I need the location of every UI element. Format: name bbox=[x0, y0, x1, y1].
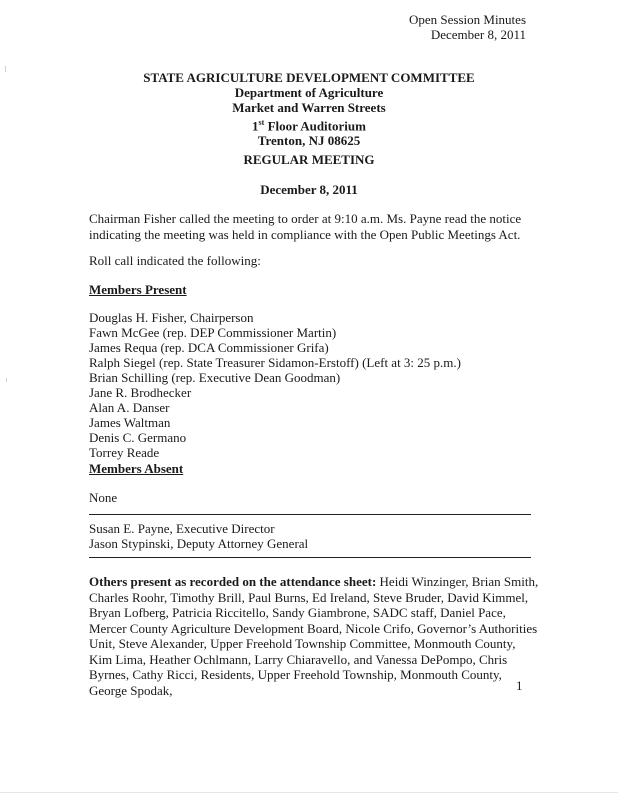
member-item: Alan A. Danser bbox=[89, 400, 170, 415]
floor-ordinal-suffix: st bbox=[258, 118, 265, 127]
meeting-date-title: December 8, 2011 bbox=[260, 182, 358, 197]
page-header bbox=[409, 12, 526, 42]
member-item: Denis C. Germano bbox=[89, 430, 187, 445]
floor-label: Floor Auditorium bbox=[264, 118, 366, 134]
staff-item: Susan E. Payne, Executive Director bbox=[89, 521, 275, 536]
floor-number: 1 bbox=[252, 118, 259, 134]
member-item: Ralph Siegel (rep. State Treasurer Sidamon-Erstoff) (Left at 3: 25 p.m.) bbox=[89, 355, 461, 370]
member-item: Brian Schilling (rep. Executive Dean Goodman) bbox=[89, 370, 341, 385]
page-bottom-edge bbox=[0, 792, 618, 793]
call-to-order-paragraph: Chairman Fisher called the meeting to order at 9:10 a.m. Ms. Payne read the notice indicating the meeting was held in compliance with the Open Public Meetings Act. bbox=[89, 211, 522, 242]
city-address: Trenton, NJ 08625 bbox=[257, 133, 361, 149]
member-item: Torrey Reade bbox=[89, 445, 160, 460]
members-present-heading: Members Present bbox=[89, 282, 187, 297]
committee-name: STATE AGRICULTURE DEVELOPMENT COMMITTEE bbox=[143, 70, 475, 85]
street-address: Market and Warren Streets bbox=[232, 100, 386, 115]
scan-artifact bbox=[5, 66, 6, 72]
committee-header bbox=[0, 70, 618, 148]
page-number: 1 bbox=[516, 678, 523, 693]
member-item: James Waltman bbox=[89, 415, 171, 430]
members-present-list bbox=[89, 310, 461, 460]
scan-artifact bbox=[6, 378, 7, 382]
members-absent-value: None bbox=[89, 490, 118, 505]
department-name: Department of Agriculture bbox=[234, 85, 384, 100]
others-present-paragraph bbox=[89, 574, 539, 698]
roll-call-paragraph: Roll call indicated the following: bbox=[89, 253, 261, 268]
document-date-label: December 8, 2011 bbox=[430, 27, 526, 42]
member-item: Fawn McGee (rep. DEP Commissioner Martin) bbox=[89, 325, 337, 340]
member-item: Jane R. Brodhecker bbox=[89, 385, 192, 400]
divider-bottom bbox=[89, 557, 531, 558]
others-present-text: Heidi Winzinger, Brian Smith, Charles Roohr, Timothy Brill, Paul Burns, Ed Ireland, Steve Bruder, David Kimmel, Bryan Lofberg, Patricia Riccitello, Sandy Giambrone, SADC staff, Daniel Pace, Mercer County Agriculture Development Board, Nicole Crifo, Governor’s Authorities Unit, Steve Alexander, Upper Freehold Township Committee, Monmouth County, Kim Lima, Heather Ochlmann, Larry Chiaravello, and Vanessa DePompo, Chris Byrnes, Cathy Ricci, Residents, Upper Freehold Township, Monmouth County, George Spodak, bbox=[89, 574, 539, 698]
meeting-type-title: REGULAR MEETING bbox=[243, 152, 375, 167]
members-absent-heading: Members Absent bbox=[89, 461, 184, 476]
member-item: Douglas H. Fisher, Chairperson bbox=[89, 310, 254, 325]
others-present-lead: Others present as recorded on the attendance sheet: bbox=[89, 574, 377, 589]
document-type-label: Open Session Minutes bbox=[409, 12, 526, 27]
floor-location bbox=[0, 115, 618, 133]
staff-item: Jason Stypinski, Deputy Attorney General bbox=[89, 536, 309, 551]
member-item: James Requa (rep. DCA Commissioner Grifa) bbox=[89, 340, 329, 355]
staff-list bbox=[89, 521, 308, 551]
divider-top bbox=[89, 514, 531, 515]
